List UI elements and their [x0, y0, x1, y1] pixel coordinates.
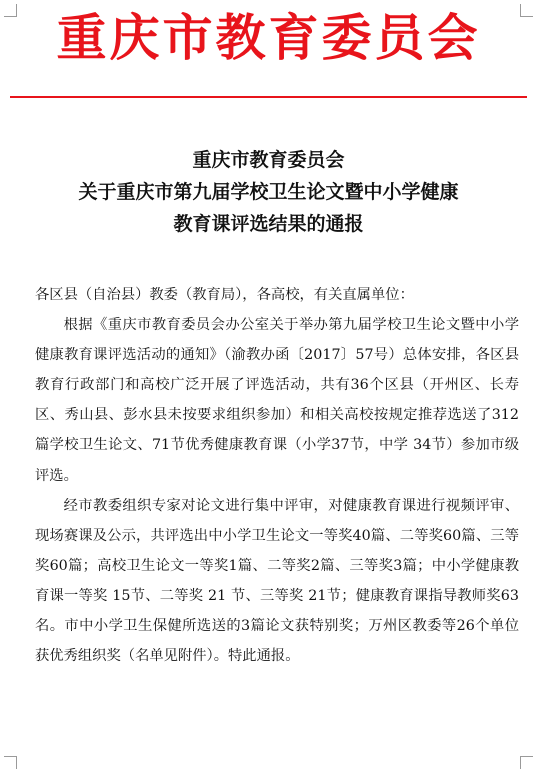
salutation: 各区县（自治县）教委（教育局），各高校，有关直属单位：	[35, 287, 414, 303]
paragraph-2: 经市教委组织专家对论文进行集中评审，对健康教育课进行视频评审、现场赛课及公示，共评选出中小学卫生论文一等奖40篇、二等奖60篇、三等奖60篇；高校卫生论文一等奖1篇、二等奖2篇、三等奖3篇；中小学健康教育课一等奖 15节、二等奖 21 节、三等奖 21节；健康教育课指导教师奖63名。市中小学卫生保健所选送的3篇论文获特别奖；万州区教委等26个单位获优秀组织奖（名单见附件）。特此通报。	[35, 497, 519, 665]
document-body	[35, 280, 519, 671]
crop-mark-bottom-left	[4, 756, 17, 769]
paragraph-1: 根据《重庆市教育委员会办公室关于举办第九届学校卫生论文暨中小学健康教育课评选活动的通知》（渝教办函〔2017〕57号）总体安排，各区县教育行政部门和高校广泛开展了评选活动，共有36个区县（开州区、长寿区、秀山县、彭水县未按要求组织参加）和相关高校按规定推荐选送了312篇学校卫生论文、71节优秀健康教育课（小学37节，中学 34节）参加市级评选。	[35, 317, 519, 484]
letterhead-title: 重庆市教育委员会	[56, 9, 481, 67]
crop-mark-bottom-right	[520, 756, 533, 769]
document-title	[0, 144, 537, 240]
document-title-line-2: 关于重庆市第九届学校卫生论文暨中小学健康	[78, 181, 459, 203]
letterhead-red-rule	[10, 96, 527, 98]
document-title-line-1: 重庆市教育委员会	[192, 149, 345, 171]
document-title-line-3: 教育课评选结果的通报	[173, 213, 364, 235]
